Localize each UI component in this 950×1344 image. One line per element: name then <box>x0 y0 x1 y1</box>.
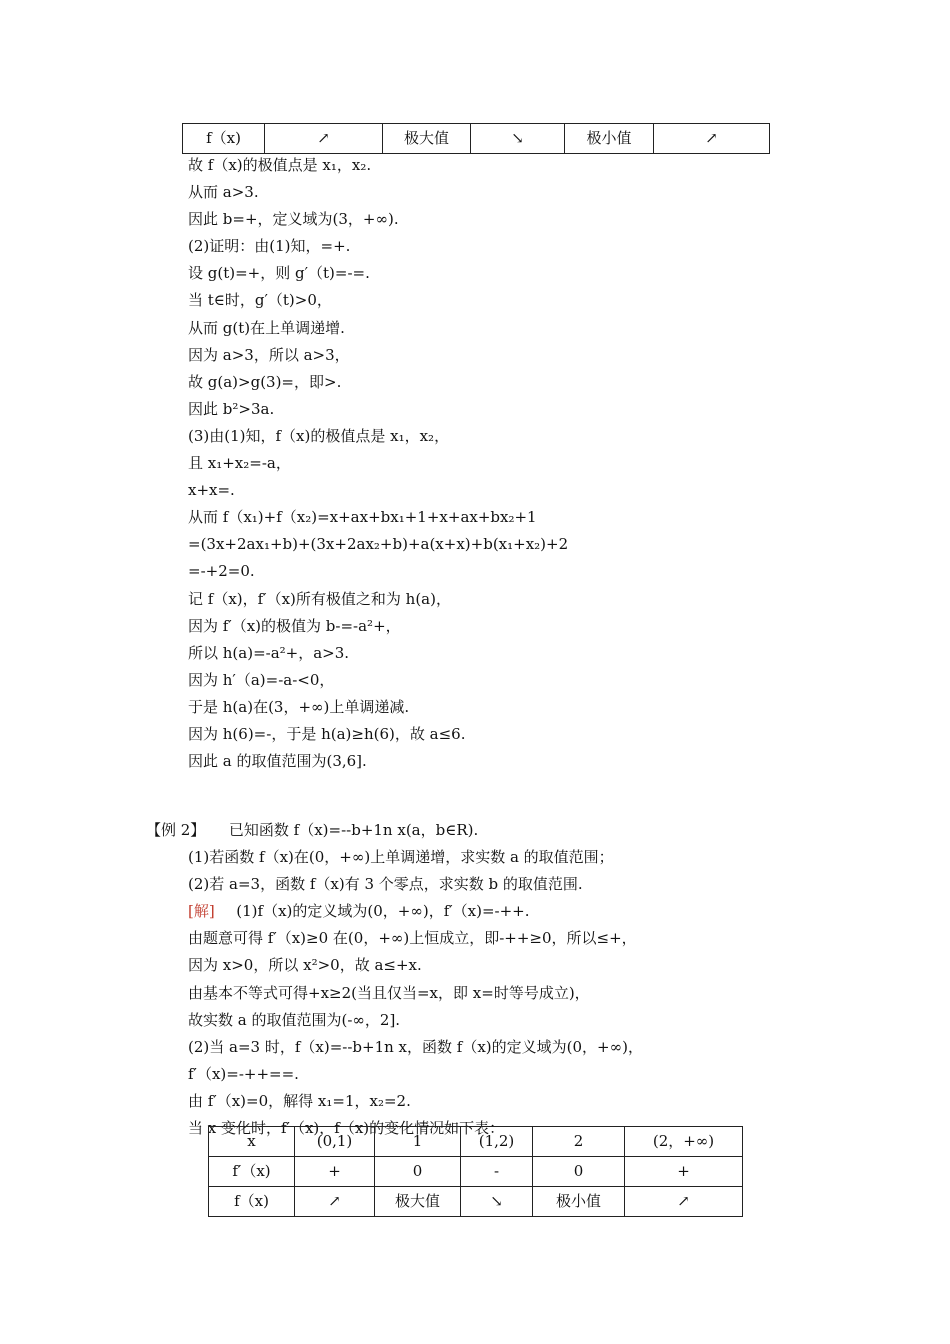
table-cell: ↘ <box>461 1187 533 1217</box>
table-cell: ↗ <box>295 1187 375 1217</box>
question-1: (1)若函数 f（x)在(0，+∞)上单调递增，求实数 a 的取值范围； <box>188 848 614 867</box>
table-cell: (2，+∞) <box>625 1127 743 1157</box>
text-line: 从而 g(t)在上单调递增. <box>188 318 345 337</box>
table-row <box>209 1157 743 1187</box>
text-line: 故实数 a 的取值范围为(-∞，2]. <box>188 1010 401 1029</box>
table-cell: 极大值 <box>383 124 471 154</box>
text-line: =(3x+2ax₁+b)+(3x+2ax₂+b)+a(x+x)+b(x₁+x₂)+2 <box>188 535 569 554</box>
text-line: =-+2=0. <box>188 562 255 581</box>
text-line: 记 f（x)，f′（x)所有极值之和为 h(a)， <box>188 589 451 608</box>
text-line: 由题意可得 f′（x)≥0 在(0，+∞)上恒成立，即-++≥0，所以≤+， <box>188 929 637 948</box>
text-line: 从而 f（x₁)+f（x₂)=x+ax+bx₁+1+x+ax+bx₂+1 <box>188 508 537 527</box>
table-cell: 1 <box>375 1127 461 1157</box>
text-line: (2)当 a=3 时，f（x)=--b+1n x，函数 f（x)的定义域为(0，+∞)， <box>188 1037 643 1056</box>
text-line: 因为 h(6)=-，于是 h(a)≥h(6)，故 a≤6. <box>188 724 466 743</box>
text-line: 因为 h′（a)=-a-<0， <box>188 670 335 689</box>
table-cell: 极小值 <box>533 1187 625 1217</box>
table-cell: x <box>209 1127 295 1157</box>
text-line: 当 x 变化时，f′（x)，f（x)的变化情况如下表： <box>188 1119 505 1138</box>
text-line: x+x=. <box>188 481 235 500</box>
example-2 <box>146 817 908 1142</box>
table-cell: f（x) <box>209 1187 295 1217</box>
text-line: 由 f′（x)=0，解得 x₁=1，x₂=2. <box>188 1091 411 1110</box>
table-cell: 2 <box>533 1127 625 1157</box>
solution-label: [解] <box>188 902 215 921</box>
text-line: 由基本不等式可得+x≥2(当且仅当=x，即 x=时等号成立)， <box>188 983 590 1002</box>
table-cell: ↗ <box>654 124 770 154</box>
table-cell: (1,2) <box>461 1127 533 1157</box>
table-cell: (0,1) <box>295 1127 375 1157</box>
text-line: 当 t∈时，g′（t)>0， <box>188 291 332 310</box>
table-row <box>209 1127 743 1157</box>
text-line: 因此 b=+，定义域为(3，+∞). <box>188 210 399 229</box>
question-2: (2)若 a=3，函数 f（x)有 3 个零点，求实数 b 的取值范围. <box>188 875 583 894</box>
table-cell: - <box>461 1157 533 1187</box>
text-line: 因此 b²>3a. <box>188 399 275 418</box>
example-header <box>146 817 908 844</box>
table-cell: ↗ <box>625 1187 743 1217</box>
text-line: 因为 a>3，所以 a>3， <box>188 345 350 364</box>
text-line: 设 g(t)=+，则 g′（t)=-=. <box>188 264 370 283</box>
table-cell: ↗ <box>265 124 383 154</box>
text-line: 从而 a>3. <box>188 183 259 202</box>
text-line: (2)证明：由(1)知，=+. <box>188 237 351 256</box>
solution-first-line: (1)f（x)的定义域为(0，+∞)，f′（x)=-++. <box>236 902 530 921</box>
variation-table-top <box>182 123 770 154</box>
table-cell: 0 <box>375 1157 461 1187</box>
text-line: 且 x₁+x₂=-a， <box>188 454 291 473</box>
table-cell: 0 <box>533 1157 625 1187</box>
table-cell: + <box>625 1157 743 1187</box>
text-line: 因为 f′（x)的极值为 b-=-a²+， <box>188 616 401 635</box>
solution-text-part1 <box>188 152 908 775</box>
example-statement: 已知函数 f（x)=--b+1n x(a，b∈R). <box>228 821 479 839</box>
table-row <box>183 124 770 154</box>
text-line: 因此 a 的取值范围为(3,6]. <box>188 752 367 771</box>
text-line: 因为 x>0，所以 x²>0，故 a≤+x. <box>188 956 422 975</box>
table-row <box>209 1187 743 1217</box>
table-cell: 极大值 <box>375 1187 461 1217</box>
solution-start <box>188 898 908 925</box>
example-label: 【例 2】 <box>146 821 206 839</box>
text-line: (3)由(1)知，f（x)的极值点是 x₁，x₂， <box>188 426 450 445</box>
text-line: 故 f（x)的极值点是 x₁，x₂. <box>188 156 372 174</box>
text-line: 所以 h(a)=-a²+，a>3. <box>188 643 350 662</box>
text-line: 于是 h(a)在(3，+∞)上单调递减. <box>188 697 410 716</box>
table-cell: f（x) <box>183 124 265 154</box>
variation-table-bottom <box>208 1126 743 1217</box>
table-cell: ↘ <box>471 124 565 154</box>
table-cell: 极小值 <box>565 124 654 154</box>
text-line: f′（x)=-++==. <box>188 1064 299 1083</box>
table-cell: f′（x) <box>209 1157 295 1187</box>
text-line: 故 g(a)>g(3)=，即>. <box>188 372 342 391</box>
table-cell: + <box>295 1157 375 1187</box>
